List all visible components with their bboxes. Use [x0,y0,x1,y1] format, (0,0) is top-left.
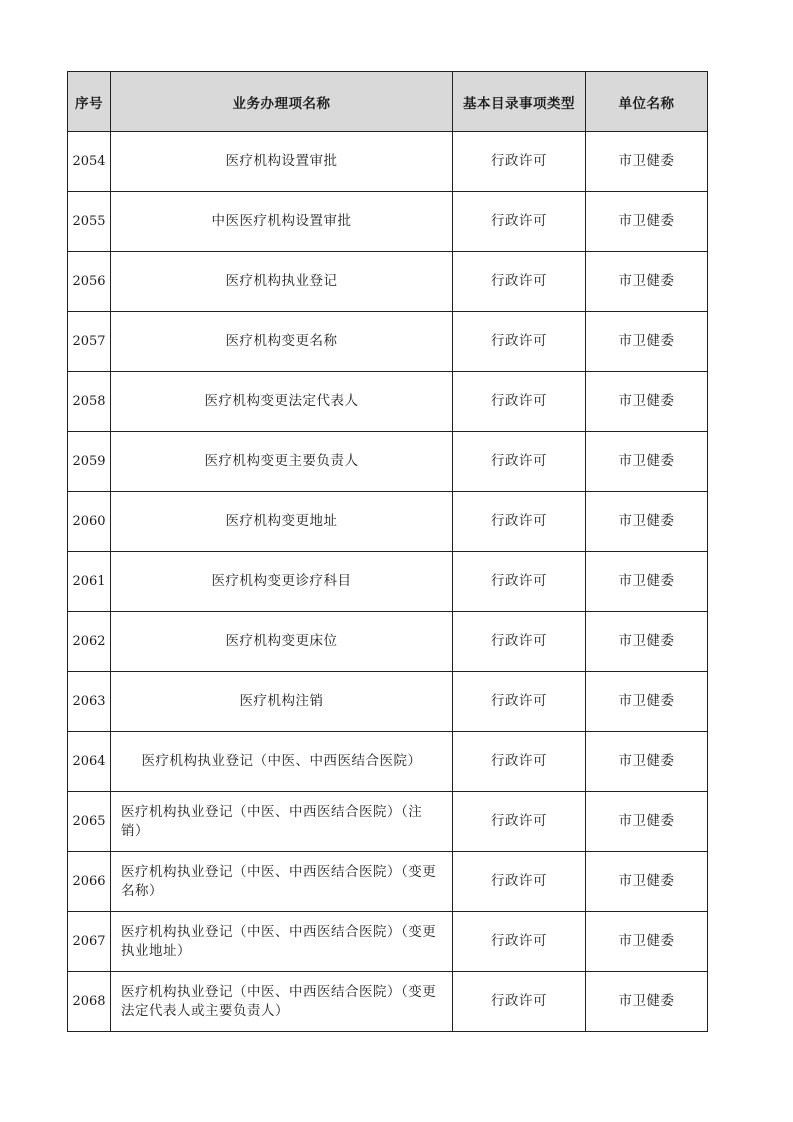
row-serial-number: 2064 [68,732,111,792]
row-item-name: 医疗机构执业登记 [111,252,453,312]
table-row [68,192,708,252]
row-unit-name: 市卫健委 [586,252,708,312]
row-serial-number: 2065 [68,792,111,852]
row-serial-number: 2054 [68,132,111,192]
table-row [68,132,708,192]
row-serial-number: 2062 [68,612,111,672]
table-row [68,252,708,312]
row-item-type: 行政许可 [453,492,586,552]
row-item-type: 行政许可 [453,852,586,912]
row-item-type: 行政许可 [453,972,586,1032]
row-unit-name: 市卫健委 [586,192,708,252]
row-item-name: 医疗机构变更法定代表人 [111,372,453,432]
header-item-type: 基本目录事项类型 [453,72,586,132]
row-serial-number: 2058 [68,372,111,432]
table-header-row [68,72,708,132]
row-unit-name: 市卫健委 [586,852,708,912]
row-item-name: 中医医疗机构设置审批 [111,192,453,252]
row-unit-name: 市卫健委 [586,672,708,732]
table-row [68,492,708,552]
table-row [68,432,708,492]
row-item-name: 医疗机构变更地址 [111,492,453,552]
table-row [68,372,708,432]
row-item-name: 医疗机构执业登记（中医、中西医结合医院） [111,732,453,792]
table-row [68,852,708,912]
row-serial-number: 2066 [68,852,111,912]
row-item-name: 医疗机构执业登记（中医、中西医结合医院）（变更执业地址） [111,912,453,972]
row-item-name: 医疗机构执业登记（中医、中西医结合医院）（变更法定代表人或主要负责人） [111,972,453,1032]
row-item-name: 医疗机构执业登记（中医、中西医结合医院）（注销） [111,792,453,852]
row-unit-name: 市卫健委 [586,552,708,612]
row-item-type: 行政许可 [453,252,586,312]
row-item-type: 行政许可 [453,372,586,432]
table-row [68,732,708,792]
row-unit-name: 市卫健委 [586,972,708,1032]
table-row [68,312,708,372]
row-unit-name: 市卫健委 [586,132,708,192]
row-unit-name: 市卫健委 [586,732,708,792]
row-item-type: 行政许可 [453,672,586,732]
header-item-name: 业务办理项名称 [111,72,453,132]
row-item-name: 医疗机构变更主要负责人 [111,432,453,492]
table-row [68,972,708,1032]
row-serial-number: 2063 [68,672,111,732]
row-unit-name: 市卫健委 [586,312,708,372]
table-row [68,552,708,612]
row-item-type: 行政许可 [453,552,586,612]
row-serial-number: 2067 [68,912,111,972]
table-row [68,912,708,972]
row-item-type: 行政许可 [453,612,586,672]
table-row [68,792,708,852]
row-serial-number: 2056 [68,252,111,312]
row-unit-name: 市卫健委 [586,792,708,852]
row-item-type: 行政许可 [453,432,586,492]
row-unit-name: 市卫健委 [586,912,708,972]
row-serial-number: 2059 [68,432,111,492]
table-row [68,672,708,732]
row-item-type: 行政许可 [453,732,586,792]
row-serial-number: 2061 [68,552,111,612]
row-item-type: 行政许可 [453,912,586,972]
row-unit-name: 市卫健委 [586,432,708,492]
row-item-name: 医疗机构设置审批 [111,132,453,192]
row-serial-number: 2055 [68,192,111,252]
row-item-type: 行政许可 [453,132,586,192]
row-unit-name: 市卫健委 [586,612,708,672]
row-unit-name: 市卫健委 [586,492,708,552]
row-unit-name: 市卫健委 [586,372,708,432]
row-serial-number: 2068 [68,972,111,1032]
row-item-name: 医疗机构变更名称 [111,312,453,372]
service-items-table [67,71,708,1032]
row-item-name: 医疗机构变更床位 [111,612,453,672]
row-serial-number: 2060 [68,492,111,552]
row-item-type: 行政许可 [453,312,586,372]
row-item-type: 行政许可 [453,792,586,852]
row-item-name: 医疗机构变更诊疗科目 [111,552,453,612]
row-item-name: 医疗机构注销 [111,672,453,732]
row-item-name: 医疗机构执业登记（中医、中西医结合医院）（变更名称） [111,852,453,912]
row-serial-number: 2057 [68,312,111,372]
header-serial-number: 序号 [68,72,111,132]
row-item-type: 行政许可 [453,192,586,252]
table-row [68,612,708,672]
header-unit-name: 单位名称 [586,72,708,132]
